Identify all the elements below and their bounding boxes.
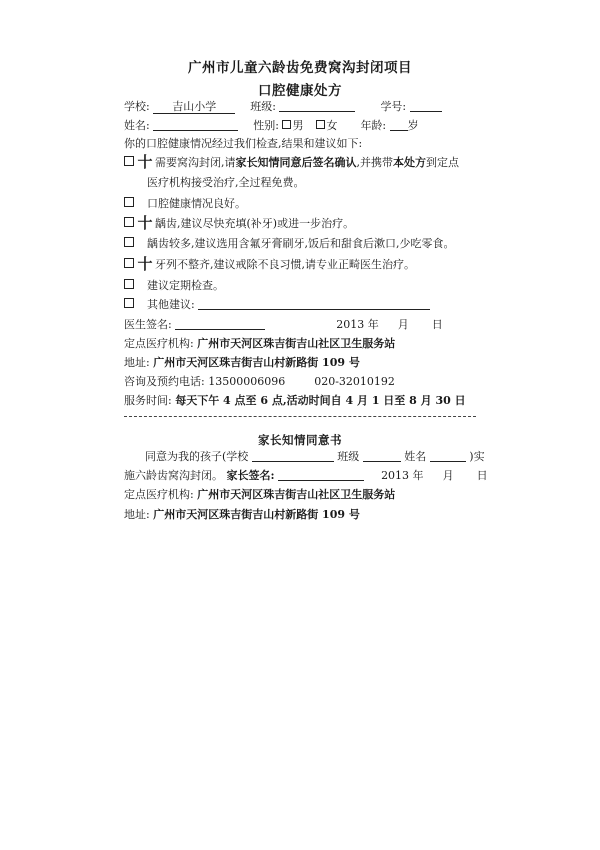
consent-text-e: 施六龄齿窝沟封闭。 [124, 469, 223, 482]
student-row-2 [124, 119, 419, 133]
item-7-checkbox[interactable] [124, 298, 134, 308]
item-1-text-c: 到定点 [426, 156, 459, 169]
item-2-text: 口腔健康情况良好。 [147, 197, 246, 210]
item-regular-checkup [124, 279, 224, 293]
clinic-phone-row [124, 375, 395, 389]
clinic-hours: 每天下午 4 点至 6 点,活动时间自 4 月 1 日至 8 月 30 日 [175, 394, 466, 407]
male-checkbox[interactable] [282, 120, 291, 129]
consent-date-year: 2013 年 [381, 469, 424, 482]
student-row-1 [124, 100, 442, 114]
item-sealant [124, 153, 459, 171]
consent-name-field[interactable] [430, 450, 466, 462]
age-label: 年龄: [360, 119, 387, 132]
clinic-address-row [124, 356, 360, 370]
school-label: 学校: [124, 100, 150, 113]
clinic-phone-mobile: 13500006096 [208, 375, 286, 388]
item-4-text: 龋齿较多,建议选用含氟牙膏刷牙,饭后和甜食后漱口,少吃零食。 [147, 237, 455, 250]
consent-clinic-name: 广州市天河区珠吉街吉山社区卫生服务站 [197, 488, 396, 501]
item-3-text: 龋齿,建议尽快充填(补牙)或进一步治疗。 [155, 217, 355, 230]
age-field[interactable] [390, 119, 408, 131]
clinic-phone-landline: 020-32010192 [314, 375, 395, 388]
intro-text: 你的口腔健康情况经过我们检查,结果和建议如下: [124, 137, 363, 150]
clinic-row [124, 337, 395, 351]
item-6-text: 建议定期检查。 [147, 279, 224, 292]
item-other-advice [124, 298, 430, 312]
school-value: 吉山小学 [172, 100, 217, 113]
item-5-plus-mark: 十 [137, 255, 153, 273]
item-healthy [124, 197, 246, 211]
item-1-text-b: ,并携带 [356, 156, 393, 169]
doctor-signature-label: 医生签名: [124, 318, 172, 331]
item-caries-fill [124, 214, 355, 232]
consent-date-month: 月 [442, 469, 454, 482]
consent-text-d: )实 [469, 450, 485, 463]
consent-clinic-row [124, 488, 395, 502]
consent-line-2 [124, 469, 488, 483]
class-label: 班级: [250, 100, 276, 113]
number-label: 学号: [380, 100, 407, 113]
cut-line-divider [124, 416, 476, 417]
name-field[interactable] [153, 119, 238, 131]
doctor-date-year: 2013 年 [336, 318, 379, 331]
female-label: 女 [326, 119, 338, 132]
consent-clinic-label: 定点医疗机构: [124, 488, 194, 501]
name-label: 姓名: [124, 119, 150, 132]
consent-class-label: 班级 [337, 450, 360, 463]
consent-address: 广州市天河区珠吉街吉山村新路街 109 号 [153, 508, 360, 521]
form-subtitle: 口腔健康处方 [258, 83, 342, 99]
consent-title: 家长知情同意书 [258, 433, 342, 447]
item-6-checkbox[interactable] [124, 279, 134, 289]
female-checkbox[interactable] [316, 120, 325, 129]
item-5-text: 牙列不整齐,建议戒除不良习惯,请专业正畸医生治疗。 [155, 258, 415, 271]
parent-signature-field[interactable] [278, 469, 364, 481]
item-1-text-a: 需要窝沟封闭,请 [155, 156, 236, 169]
item-4-checkbox[interactable] [124, 237, 134, 247]
clinic-hours-row [124, 394, 466, 408]
item-1-continuation: 医疗机构接受治疗,全过程免费。 [147, 176, 305, 189]
item-3-checkbox[interactable] [124, 217, 134, 227]
parent-signature-label: 家长签名: [226, 469, 275, 482]
item-7-text: 其他建议: [147, 298, 195, 311]
clinic-label: 定点医疗机构: [124, 337, 194, 350]
doctor-signature-field[interactable] [175, 318, 265, 330]
consent-address-label: 地址: [124, 508, 150, 521]
doctor-date-month: 月 [397, 318, 409, 331]
consent-line-1 [145, 450, 485, 464]
school-field[interactable] [153, 102, 235, 114]
clinic-hours-label: 服务时间: [124, 394, 172, 407]
item-1-plus-mark: 十 [137, 153, 153, 171]
age-unit: 岁 [407, 119, 419, 132]
item-3-plus-mark: 十 [137, 214, 153, 232]
doctor-date-day: 日 [431, 318, 443, 331]
clinic-phone-label: 咨询及预约电话: [124, 375, 205, 388]
consent-text-a: 同意为我的孩子(学校 [145, 450, 249, 463]
item-5-checkbox[interactable] [124, 258, 134, 268]
consent-date-day: 日 [476, 469, 488, 482]
class-field[interactable] [279, 100, 355, 112]
gender-label: 性别: [253, 119, 279, 132]
clinic-address: 广州市天河区珠吉街吉山村新路街 109 号 [153, 356, 360, 369]
doctor-signature-row [124, 318, 443, 332]
item-caries-many [124, 237, 455, 251]
item-1-bold-prescription: 本处方 [393, 156, 426, 169]
male-label: 男 [292, 119, 304, 132]
consent-school-field[interactable] [252, 450, 334, 462]
item-1-bold-consent: 家长知情同意后签名确认 [235, 156, 357, 169]
other-advice-field[interactable] [198, 300, 430, 310]
consent-address-row [124, 508, 360, 522]
clinic-address-label: 地址: [124, 356, 150, 369]
consent-class-field[interactable] [363, 450, 401, 462]
item-1-checkbox[interactable] [124, 156, 134, 166]
item-2-checkbox[interactable] [124, 197, 134, 207]
number-field[interactable] [410, 100, 442, 112]
form-title: 广州市儿童六龄齿免费窝沟封闭项目 [188, 60, 412, 76]
item-orthodontic [124, 255, 415, 273]
consent-name-label: 姓名 [404, 450, 427, 463]
clinic-name: 广州市天河区珠吉街吉山社区卫生服务站 [197, 337, 396, 350]
